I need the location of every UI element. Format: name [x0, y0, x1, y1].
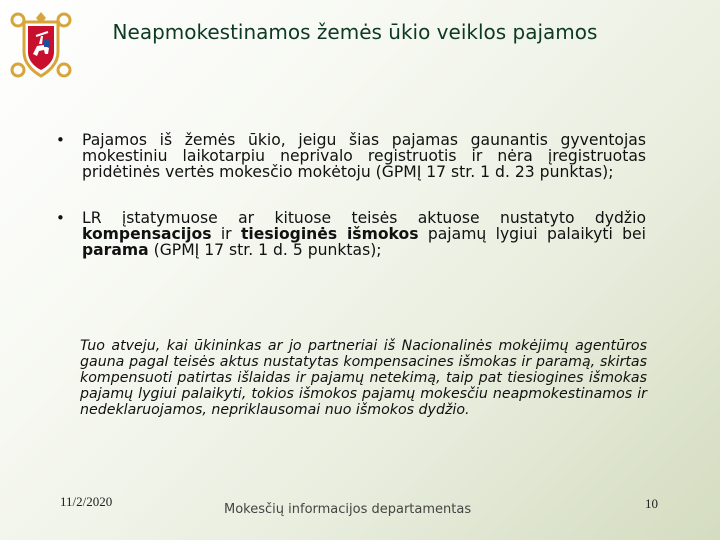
footer-date: 11/2/2020: [60, 494, 113, 509]
bullet-item-2: [56, 210, 646, 258]
bullet-list: [56, 132, 646, 258]
bullet-text: Pajamos iš žemės ūkio, jeigu šias pajamas gaunantis gyventojas mokestiniu laikotarpiu neprivalo registruotis ir nėra įregistruotas pridėtinės vertės mokesčio mokėtoju (GPMĮ 17 str. 1 d. 23 punktas);: [82, 131, 646, 181]
bullet-text: (GPMĮ 17 str. 1 d. 5 punktas);: [148, 241, 382, 259]
bullet-dot-icon: •: [56, 209, 65, 227]
italic-note: Tuo atveju, kai ūkininkas ar jo partneriai iš Nacionalinės mokėjimų agentūros gauna pagal teisės aktus nustatytas kompensacines išmokas ir paramą, skirtas kompensuoti patirtas išlaidas ir pajamų netekimą, taip pat tiesiogines išmokas pajamų lygiui palaikyti, tokios išmokos pajamų mokesčiu neapmokestinamos ir nedeklaruojamos, nepriklausomai nuo išmokos dydžio.: [80, 338, 647, 418]
page-number: 10: [645, 496, 658, 511]
bullet-dot-icon: •: [56, 131, 65, 149]
bullet-item-1: [56, 132, 646, 180]
coat-of-arms-icon: [8, 10, 74, 80]
bullet-text: LR įstatymuose ar kituose teisės aktuose nustatyto dydžio: [82, 209, 646, 227]
bold-term-tiesiogines-ismokos: tiesioginės išmokos: [240, 225, 419, 243]
slide-title: Neapmokestinamos žemės ūkio veiklos pajamos: [112, 20, 598, 44]
bullet-text: ir: [211, 225, 241, 243]
bold-term-kompensacijos: kompensacijos: [82, 225, 212, 243]
bold-term-parama: parama: [82, 241, 149, 259]
footer-department: Mokesčių informacijos departamentas: [224, 502, 472, 517]
bullet-text: pajamų lygiui palaikyti bei: [418, 225, 646, 243]
